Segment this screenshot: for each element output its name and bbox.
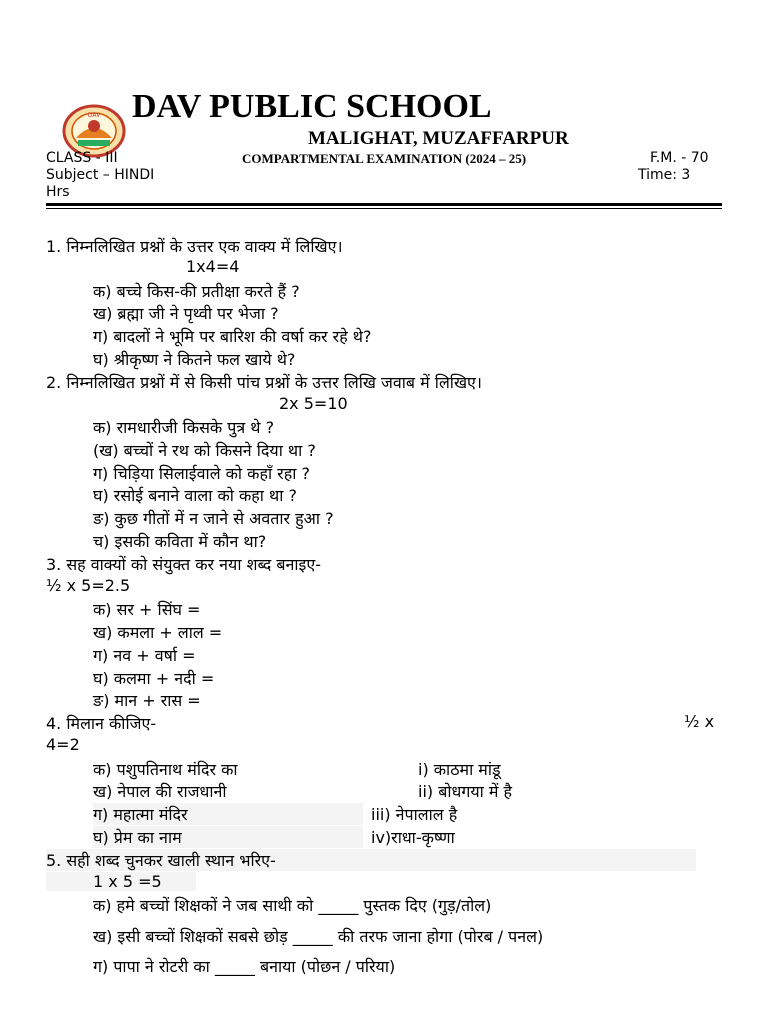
- fill-blank-item: ख) इसी बच्चों शिक्षकों सबसे छोड़ _____ की तरफ जाना होगा (पोरब / पनल): [93, 927, 544, 946]
- question-2: 2. निम्नलिखित प्रश्नों में से किसी पांच प्रश्नों के उत्तर लिखि जवाब में लिखिए।: [46, 373, 482, 392]
- header-divider-thick: [46, 203, 722, 206]
- question-4-marks-continued: 4=2: [46, 735, 80, 754]
- fill-blank-item: क) हमे बच्चों शिक्षकों ने जब साथी को _____ पुस्तक दिए (गुड़/तोल): [93, 896, 492, 915]
- full-marks: F.M. - 70: [650, 150, 709, 166]
- fill-blank-item: ग) पापा ने रोटरी का _____ बनाया (पोछन / परिया): [93, 957, 396, 976]
- q3-item: घ) कलमा + नदी =: [93, 669, 215, 688]
- match-left-item: घ) प्रेम का नाम: [93, 826, 363, 848]
- question-4-marks: ½ x: [684, 712, 715, 731]
- question-5-marks: 1 x 5 =5: [46, 872, 196, 891]
- q2-item: ग) चिड़िया सिलाईवाले को कहाँ रहा ?: [93, 464, 310, 483]
- q1-item: घ) श्रीकृष्ण ने कितने फल खाये थे?: [93, 350, 296, 369]
- q1-item: ग) बादलों ने भूमि पर बारिश की वर्षा कर रहे थे?: [93, 327, 372, 346]
- match-right-item: iv)राधा-कृष्णा: [371, 828, 455, 847]
- svg-text:DAV: DAV: [87, 112, 101, 119]
- q2-item: ङ) कुछ गीतों में न जाने से अवतार हुआ ?: [93, 509, 334, 528]
- q2-item: (ख) बच्चों ने रथ को किसने दिया था ?: [93, 441, 316, 460]
- school-address: MALIGHAT, MUZAFFARPUR: [308, 128, 569, 149]
- school-name: DAV PUBLIC SCHOOL: [132, 88, 492, 125]
- match-right-item: ii) बोधगया में है: [418, 782, 513, 801]
- question-4: 4. मिलान कीजिए-: [46, 714, 157, 733]
- exam-title: COMPARTMENTAL EXAMINATION (2024 – 25): [242, 151, 527, 166]
- question-3-marks: ½ x 5=2.5: [46, 576, 131, 595]
- q1-item: क) बच्चे किस-की प्रतीक्षा करते हैं ?: [93, 282, 300, 301]
- match-right-item: i) काठमा मांडू: [418, 760, 501, 779]
- question-5: 5. सही शब्द चुनकर खाली स्थान भरिए-: [46, 849, 696, 871]
- subject-label: Subject – HINDI: [46, 167, 155, 183]
- hrs-label: Hrs: [46, 184, 70, 200]
- question-2-marks: 2x 5=10: [279, 394, 348, 413]
- q3-item: ख) कमला + लाल =: [93, 623, 223, 642]
- question-3: 3. सह वाक्यों को संयुक्त कर नया शब्द बनाइए-: [46, 555, 321, 574]
- question-1: 1. निम्नलिखित प्रश्नों के उत्तर एक वाक्य में लिखिए।: [46, 237, 343, 256]
- match-right-item: iii) नेपालाल है: [371, 805, 458, 824]
- q2-item: च) इसकी कविता में कौन था?: [93, 532, 267, 551]
- match-left-item: ख) नेपाल की राजधानी: [93, 782, 227, 801]
- match-left-item: ग) महात्मा मंदिर: [93, 803, 363, 825]
- match-left-item: क) पशुपतिनाथ मंदिर का: [93, 760, 238, 779]
- header-divider-thin: [46, 208, 722, 209]
- time-label: Time: 3: [638, 167, 691, 183]
- q1-item: ख) ब्रह्मा जी ने पृथ्वी पर भेजा ?: [93, 304, 279, 323]
- q3-item: ग) नव + वर्षा =: [93, 646, 196, 665]
- q2-item: घ) रसोई बनाने वाला को कहा था ?: [93, 486, 297, 505]
- q3-item: क) सर + सिंघ =: [93, 600, 201, 619]
- question-1-marks: 1x4=4: [186, 257, 240, 276]
- class-label: CLASS - III: [46, 150, 118, 166]
- q3-item: ङ) मान + रास =: [93, 691, 201, 710]
- q2-item: क) रामधारीजी किसके पुत्र थे ?: [93, 418, 275, 437]
